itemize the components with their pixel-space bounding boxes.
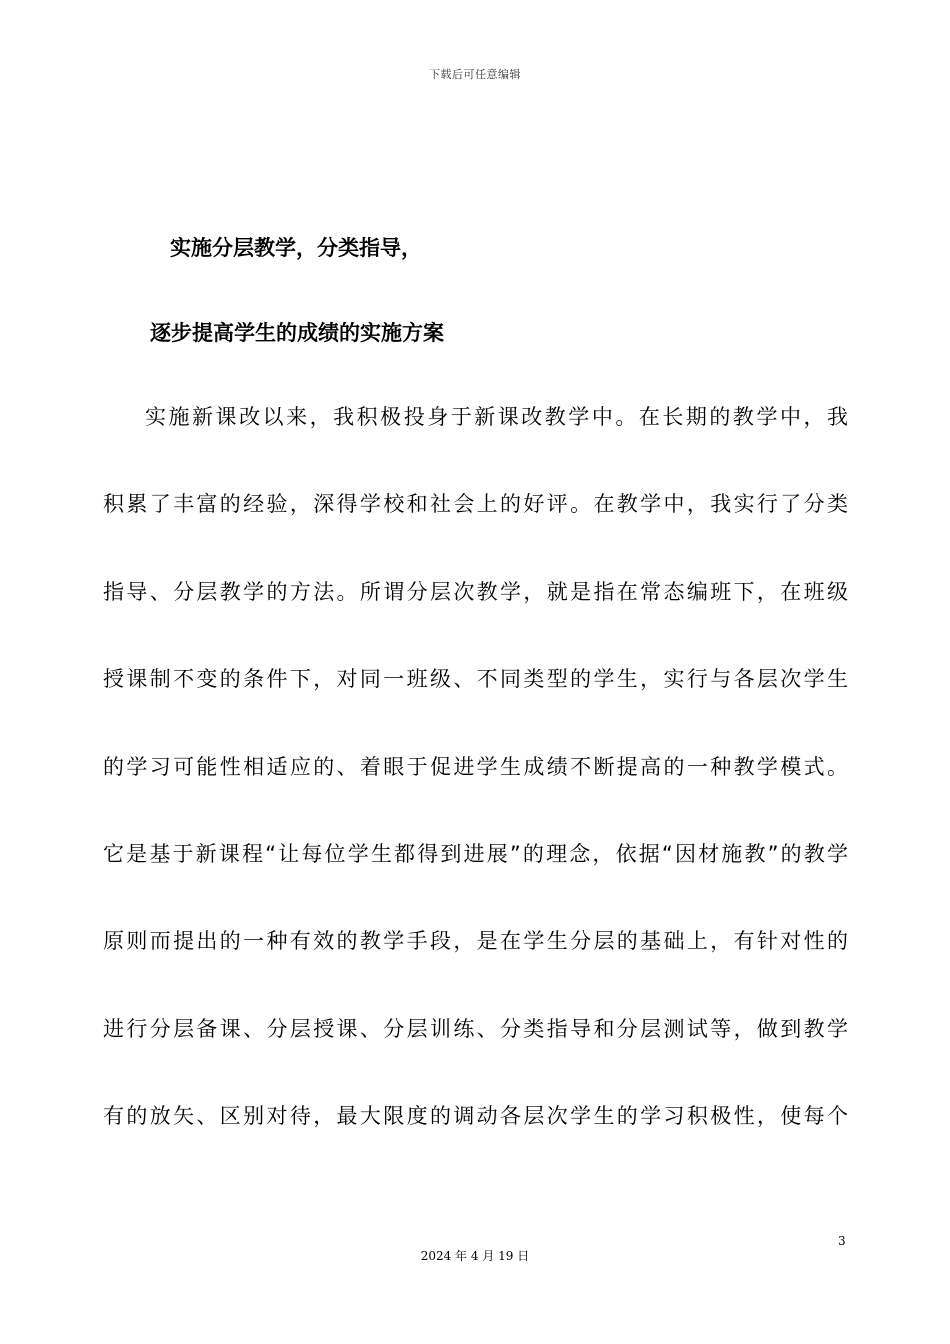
page-number: 3 [838, 1234, 846, 1248]
document-title-line-2: 逐步提高学生的成绩的实施方案 [150, 321, 444, 345]
body-line: 授课制不变的条件下，对同一班级、不同类型的学生，实行与各层次学生 [103, 667, 848, 692]
body-line: 指导、分层教学的方法。所谓分层次教学，就是指在常态编班下，在班级 [103, 579, 848, 604]
page-date: 2024 年 4 月 19 日 [420, 1249, 530, 1263]
page-header: 下载后可任意编辑 [429, 68, 521, 81]
body-line: 实施新课改以来，我积极投身于新课改教学中。在长期的教学中，我 [145, 405, 848, 429]
body-line: 进行分层备课、分层授课、分层训练、分类指导和分层测试等，做到教学 [103, 1016, 848, 1041]
body-line: 原则而提出的一种有效的教学手段，是在学生分层的基础上，有针对性的 [103, 929, 848, 954]
body-line: 的学习可能性相适应的、着眼于促进学生成绩不断提高的一种教学模式。 [103, 754, 848, 779]
body-line: 积累了丰富的经验，深得学校和社会上的好评。在教学中，我实行了分类 [103, 492, 848, 517]
body-line: 它是基于新课程“让每位学生都得到进展”的理念，依据“因材施教”的教学 [103, 841, 848, 866]
body-line: 有的放矢、区别对待，最大限度的调动各层次学生的学习积极性，使每个 [103, 1104, 848, 1129]
document-title-line-1: 实施分层教学，分类指导， [170, 236, 422, 260]
document-body [103, 402, 848, 1189]
